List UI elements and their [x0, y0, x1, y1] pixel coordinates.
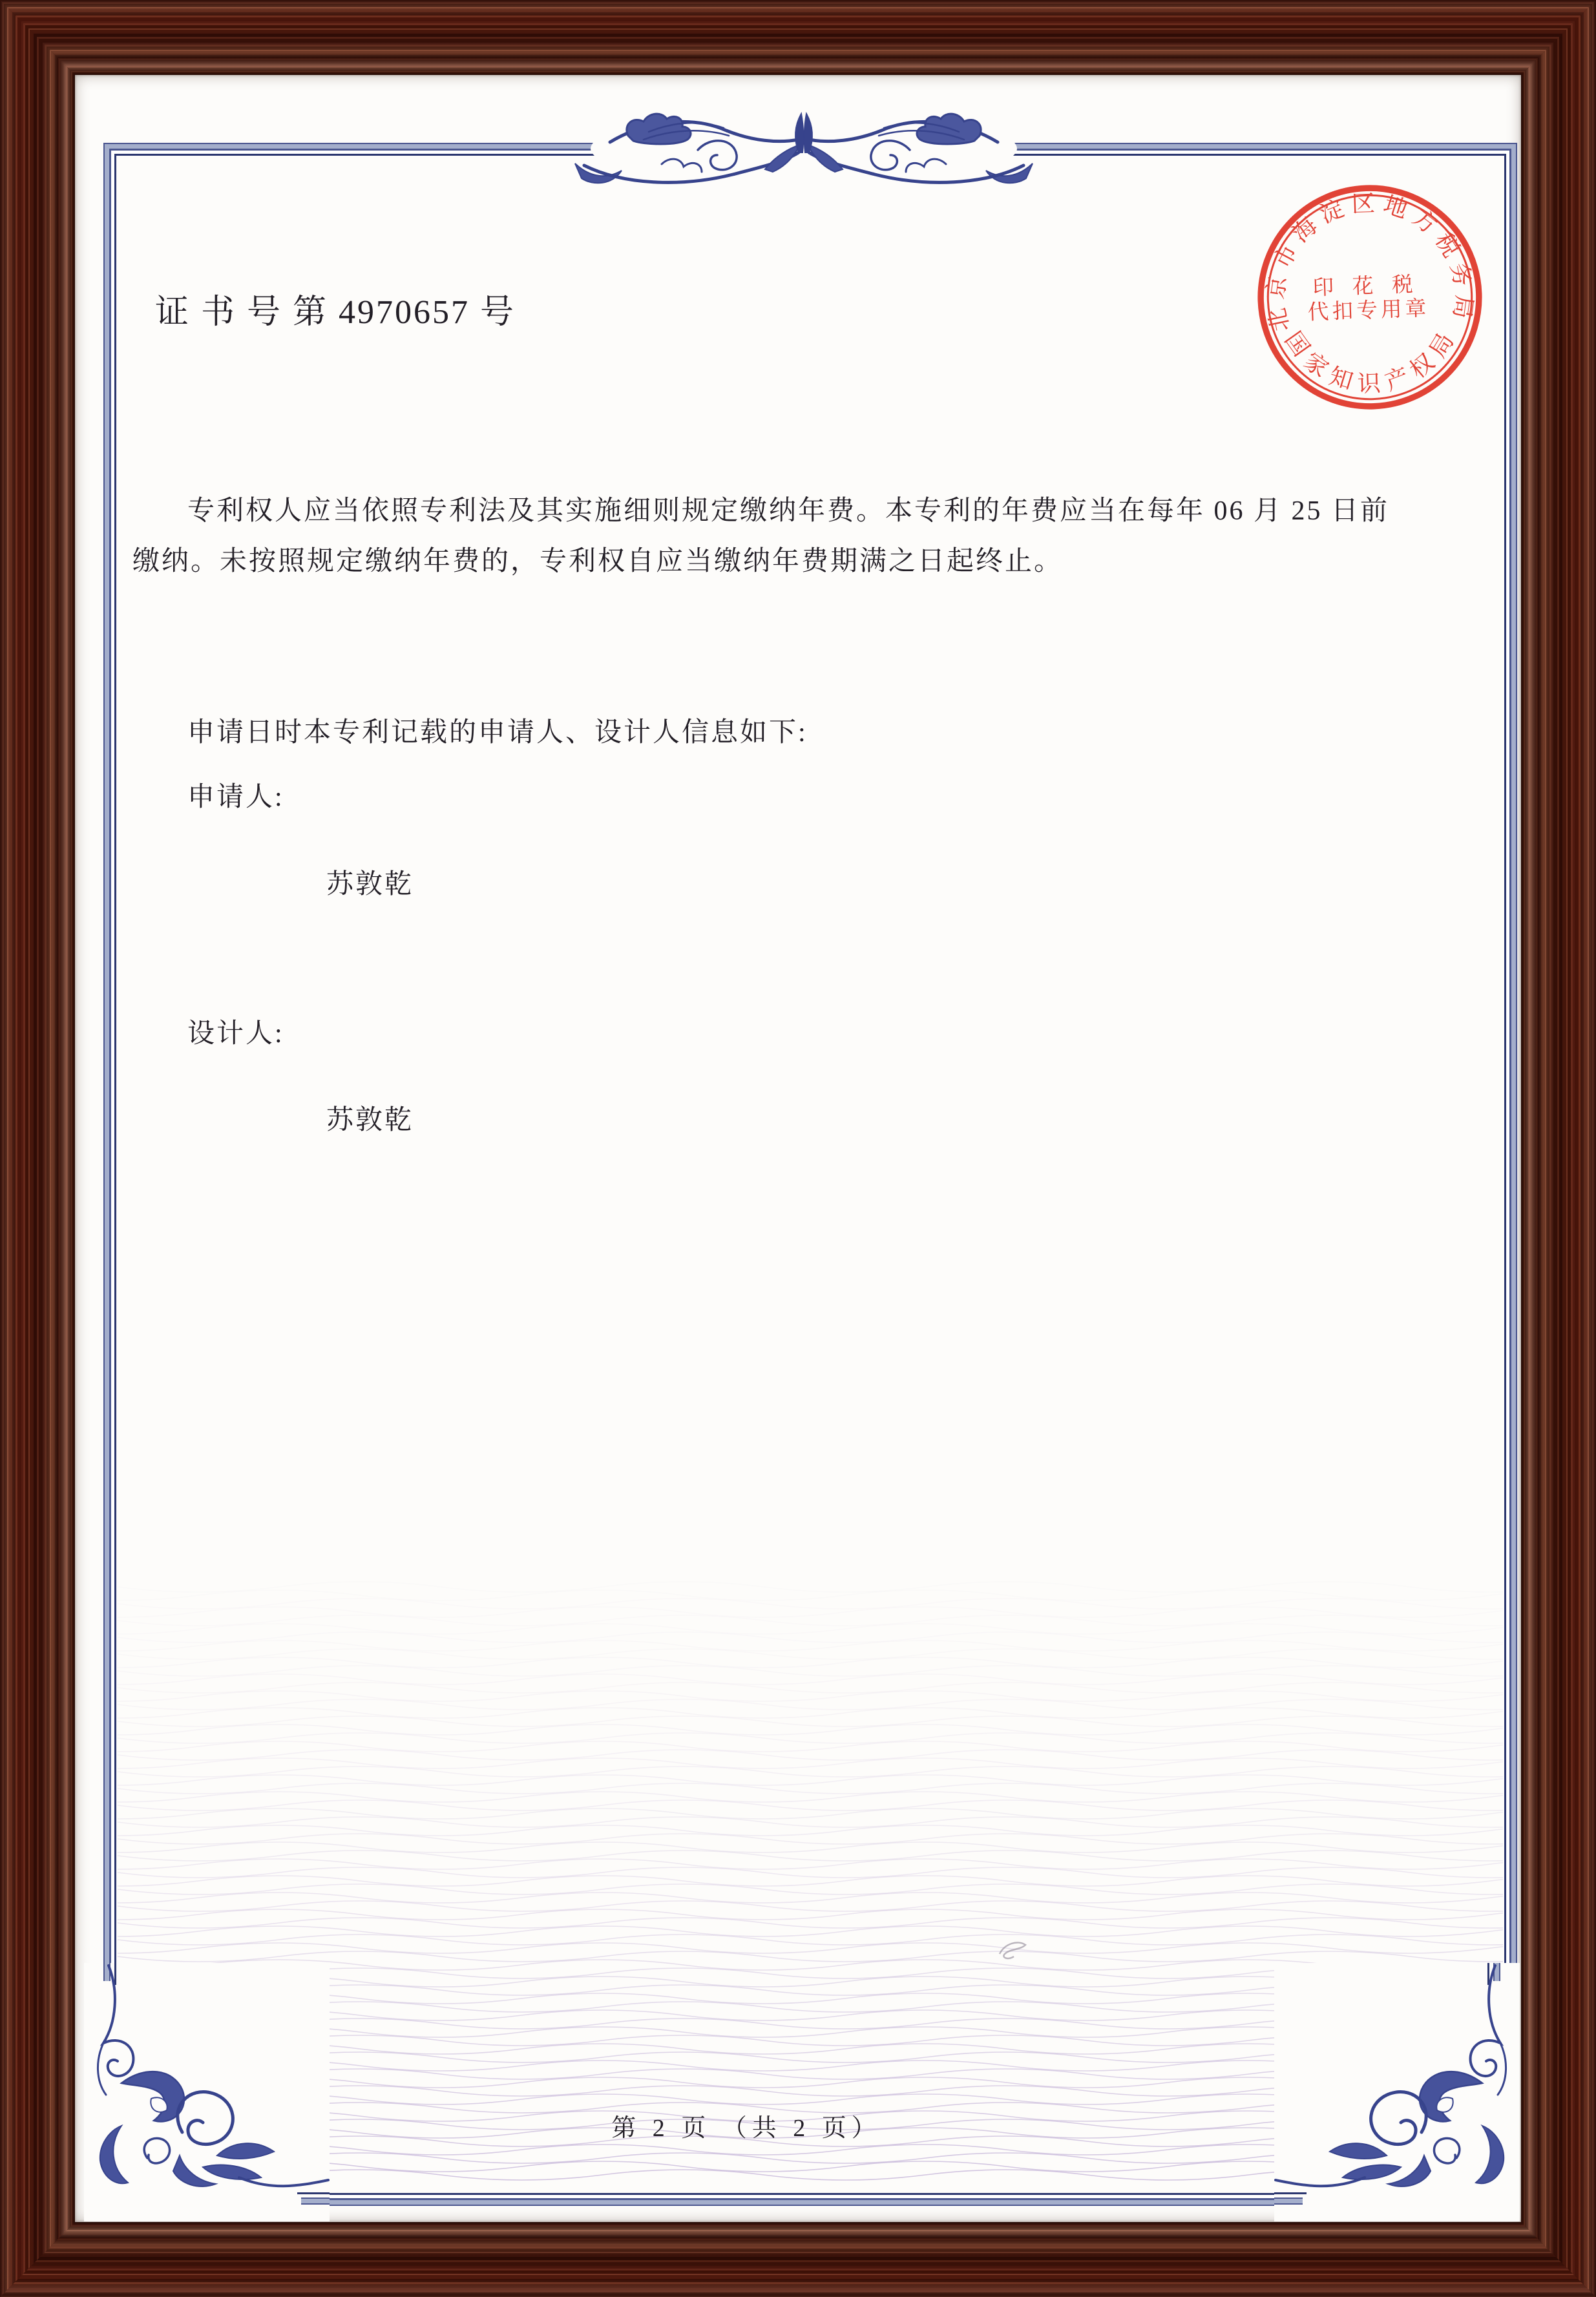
frame-right	[1521, 0, 1596, 2297]
stamp-center-line1: 印 花 税	[1312, 273, 1420, 300]
frame-left	[0, 0, 75, 2297]
applicant-label: 申请人:	[187, 782, 284, 812]
info-intro-line: 申请日时本专利记载的申请人、设计人信息如下:	[187, 718, 808, 748]
top-flourish-ornament-icon	[571, 102, 1036, 193]
stamp-center-line2: 代扣专用章	[1307, 297, 1430, 325]
corner-flourish-ornament-icon	[84, 1963, 330, 2221]
designer-label: 设计人:	[187, 1019, 284, 1049]
frame-top	[0, 0, 1596, 75]
stamp-bottom-arc-text: 国家知识产权局	[1279, 322, 1463, 397]
applicant-name: 苏敦乾	[326, 870, 414, 899]
pencil-mark	[998, 1938, 1031, 1964]
certificate-number: 证 书 号 第 4970657 号	[155, 294, 516, 331]
frame-bottom	[0, 2222, 1596, 2297]
stamp-top-arc-text: 北京市海淀区地方税务局	[1262, 190, 1478, 334]
corner-flourish-ornament-icon	[1274, 1963, 1520, 2221]
tax-stamp-seal	[1250, 177, 1490, 417]
page-number-footer: 第 2 页 （共 2 页）	[611, 2115, 881, 2142]
certificate-page	[75, 75, 1521, 2222]
designer-name: 苏敦乾	[326, 1106, 414, 1135]
annuity-notice-paragraph: 专利权人应当依照专利法及其实施细则规定缴纳年费。本专利的年费应当在每年 06 月 25 日前缴纳。未按照规定缴纳年费的，专利权自应当缴纳年费期满之日起终止。	[132, 496, 1390, 576]
